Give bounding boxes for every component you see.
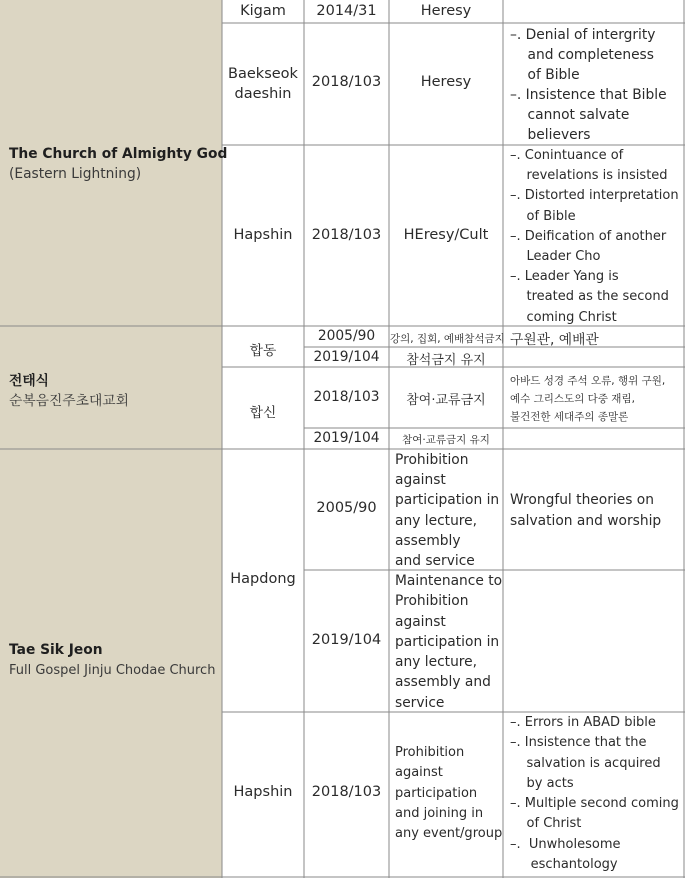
year-cell: 2014/31	[316, 3, 377, 19]
verdict-cell	[395, 571, 502, 713]
group-sub-eastern-lightning: (Eastern Lightning)	[9, 166, 142, 182]
denomination-cell: 합동	[249, 343, 277, 359]
reason-line: –. Denial of intergrity	[510, 27, 656, 43]
reason-line: –. Distorted interpretation	[510, 188, 679, 204]
group-sub-full-gospel: Full Gospel Jinju Chodae Church	[9, 663, 216, 678]
reason-line: –. Errors in ABAD bible	[510, 715, 656, 730]
verdict-cell: 강의, 집회, 예배참석금지	[390, 333, 505, 345]
verdict-line: Maintenance to	[395, 573, 503, 589]
verdict-cell	[395, 743, 502, 844]
year-cell: 2019/104	[313, 430, 380, 446]
reason-line: eschantology	[510, 857, 618, 873]
verdict-line: against	[395, 472, 446, 489]
verdict-line: participation in	[395, 633, 500, 650]
reason-line: –. Deification of another	[510, 228, 667, 244]
verdict-line: and joining in	[395, 805, 484, 821]
verdict-line: any lecture,	[395, 512, 478, 529]
reason-line: of Bible	[510, 208, 576, 224]
reason-line: –. Unwholesome	[510, 836, 621, 852]
verdict-cell: HEresy/Cult	[403, 227, 489, 243]
reason-line: Leader Cho	[510, 249, 601, 265]
group-name-almighty-god: The Church of Almighty God	[9, 146, 228, 162]
reasons-cell	[510, 490, 661, 531]
reasons-cell	[510, 713, 679, 875]
group-name-tae-sik-jeon: Tae Sik Jeon	[9, 642, 103, 658]
year-cell: 2018/103	[311, 784, 382, 800]
year-cell: 2018/103	[311, 227, 382, 243]
name-column-bg	[0, 0, 222, 878]
denomination-cell: daeshin	[234, 86, 292, 102]
verdict-line: Prohibition	[395, 593, 469, 610]
reasons-cell: 구원관, 예배관	[510, 332, 599, 348]
reasons-cell	[510, 25, 667, 145]
verdict-line: against	[395, 613, 446, 630]
reason-line: –. Conintuance of	[510, 148, 624, 163]
reason-line: 불건전한 세대주의 종말론	[510, 411, 629, 423]
verdict-line: Prohibition	[395, 452, 469, 468]
denomination-cell: Kigam	[240, 3, 286, 19]
year-cell: 2019/104	[311, 632, 382, 648]
reason-line: Wrongful theories on	[510, 492, 654, 508]
reason-line: of Bible	[510, 67, 580, 83]
verdict-line: participation in	[395, 492, 500, 509]
verdict-line: any lecture,	[395, 654, 478, 671]
reason-line: –. Insistence that Bible	[510, 87, 667, 103]
reasons-cell	[510, 146, 679, 328]
reason-line: revelations is insisted	[510, 168, 668, 184]
reason-line: –. Insistence that the	[510, 735, 647, 751]
year-cell: 2019/104	[313, 349, 380, 365]
denomination-cell: Hapshin	[233, 784, 293, 800]
year-cell: 2018/103	[313, 389, 380, 405]
year-cell: 2018/103	[311, 74, 382, 90]
reason-line: 아바드 성경 주석 오류, 행위 구원,	[510, 375, 666, 387]
verdict-cell: Heresy	[420, 74, 472, 90]
reason-line: by acts	[510, 775, 574, 791]
group-name-jeon-korean: 전태식	[9, 373, 49, 389]
verdict-line: any event/group	[395, 826, 503, 842]
year-cell: 2005/90	[316, 500, 377, 516]
verdict-cell: 참여·교류금지	[406, 393, 486, 408]
verdict-line: service	[395, 694, 445, 711]
group-sub-jeon-korean: 순복음진주초대교회	[9, 393, 129, 409]
reason-line: and completeness	[510, 47, 654, 63]
denomination-cell: 합신	[249, 405, 277, 421]
denomination-cell: Hapshin	[233, 227, 293, 243]
reason-line: 예수 그리스도의 다중 재림,	[510, 393, 635, 405]
reason-line: salvation is acquired	[510, 755, 661, 771]
reason-line: of Christ	[510, 816, 582, 832]
verdict-cell: 참석금지 유지	[406, 353, 486, 368]
denomination-cell: Hapdong	[230, 571, 296, 587]
reason-line: –. Leader Yang is	[510, 269, 619, 285]
verdict-line: against	[395, 765, 443, 781]
year-cell: 2005/90	[317, 328, 376, 344]
verdict-cell: 참여·교류금지 유지	[402, 434, 490, 446]
reasons-cell	[510, 372, 665, 426]
reason-line: coming Christ	[510, 309, 617, 325]
verdict-cell	[395, 450, 499, 571]
reason-line: believers	[510, 127, 591, 143]
reason-line: salvation and worship	[510, 512, 662, 529]
verdict-line: Prohibition	[395, 745, 465, 760]
denomination-cell: Baekseok	[228, 66, 298, 82]
verdict-line: and service	[395, 553, 475, 570]
verdict-line: assembly and	[395, 674, 491, 691]
reason-line: –. Multiple second coming	[510, 796, 679, 812]
verdict-cell: Heresy	[420, 3, 472, 19]
verdict-line: participation	[395, 785, 478, 801]
verdict-line: assembly	[395, 532, 461, 549]
reason-line: treated as the second	[510, 289, 669, 305]
reason-line: cannot salvate	[510, 107, 630, 123]
